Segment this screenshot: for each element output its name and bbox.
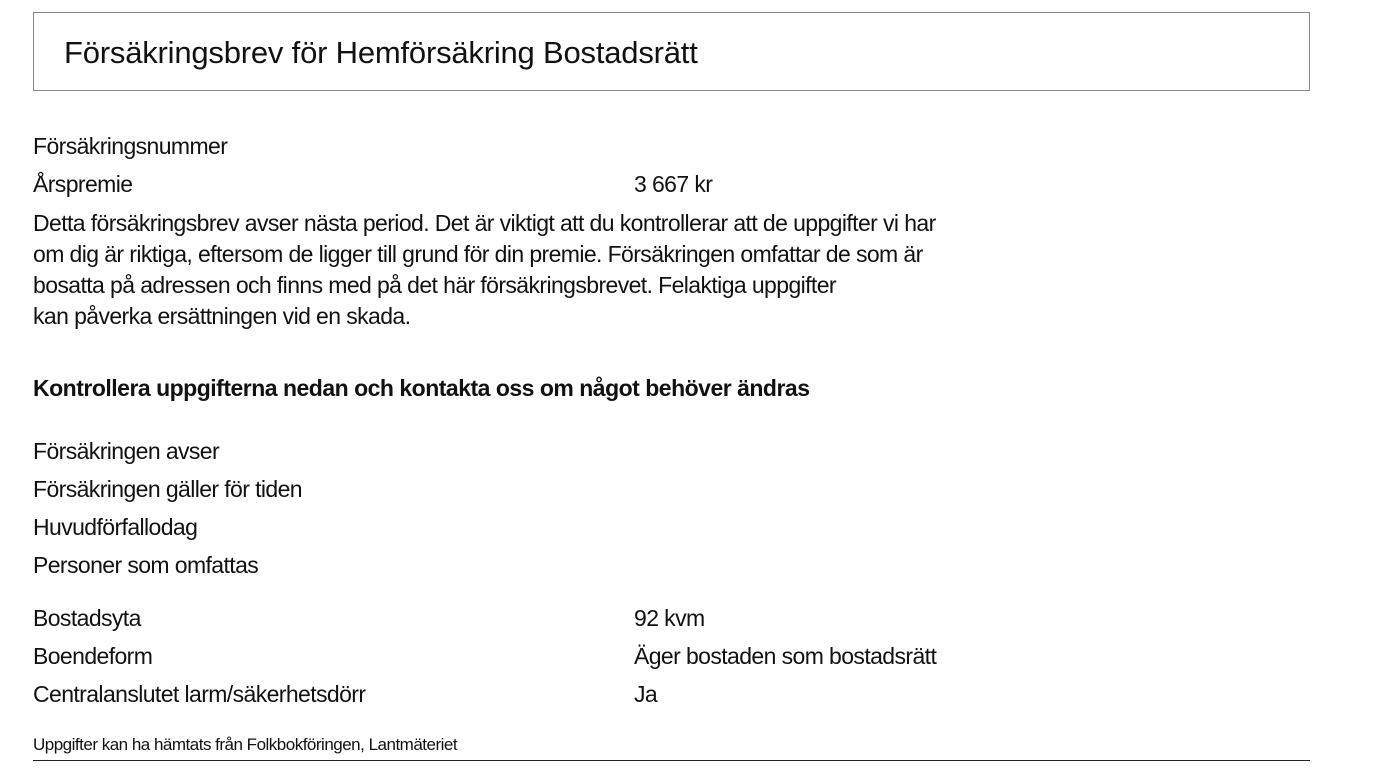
check-section-heading: Kontrollera uppgifterna nedan och kontakta oss om något behöver ändras — [33, 375, 810, 401]
intro-paragraph — [33, 208, 1043, 332]
intro-line: Detta försäkringsbrev avser nästa period. Det är viktigt att du kontrollerar att de uppgifter vi har — [33, 210, 936, 236]
detail-label: Försäkringen gäller för tiden — [33, 476, 302, 502]
property-label: Centralanslutet larm/säkerhetsdörr — [33, 681, 366, 707]
annual-premium-value: 3 667 kr — [634, 171, 713, 197]
detail-label: Huvudförfallodag — [33, 514, 198, 540]
intro-line: om dig är riktiga, eftersom de ligger till grund för din premie. Försäkringen omfattar de som är — [33, 241, 923, 267]
footer-note: Uppgifter kan ha hämtats från Folkbokföringen, Lantmäteriet — [33, 735, 458, 754]
document-title-box — [33, 12, 1310, 91]
property-label: Bostadsyta — [33, 605, 141, 631]
detail-label: Försäkringen avser — [33, 438, 220, 464]
detail-label: Personer som omfattas — [33, 552, 259, 578]
intro-line: bosatta på adressen och finns med på det här försäkringsbrevet. Felaktiga uppgifter — [33, 272, 836, 298]
property-value: Ja — [634, 681, 658, 707]
intro-line: kan påverka ersättningen vid en skada. — [33, 303, 411, 329]
annual-premium-label: Årspremie — [33, 171, 133, 197]
property-label: Boendeform — [33, 643, 153, 669]
policy-number-label: Försäkringsnummer — [33, 133, 228, 159]
footer-divider — [33, 760, 1310, 761]
property-value: 92 kvm — [634, 605, 705, 631]
document-title: Försäkringsbrev för Hemförsäkring Bostadsrätt — [64, 35, 698, 70]
property-value: Äger bostaden som bostadsrätt — [634, 643, 937, 669]
